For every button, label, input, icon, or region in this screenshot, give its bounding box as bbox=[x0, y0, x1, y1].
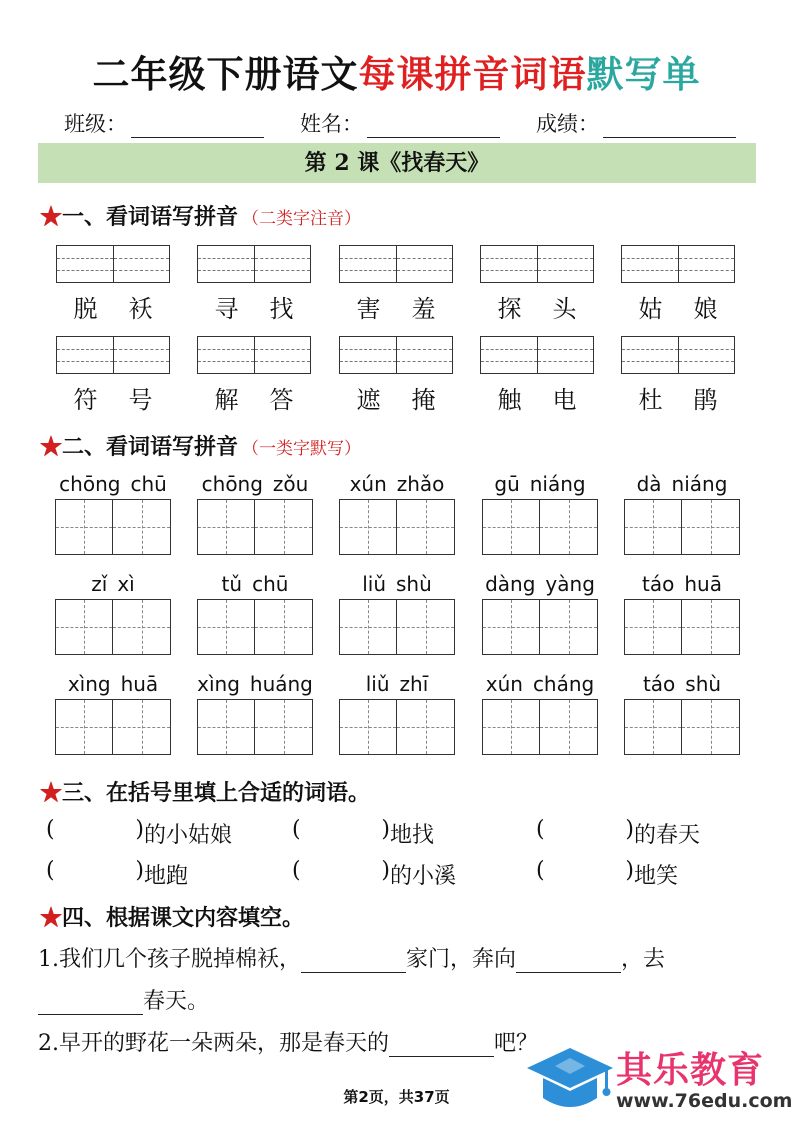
word-characters bbox=[56, 380, 170, 415]
tian-grid-pair bbox=[55, 599, 171, 655]
pinyin-label bbox=[197, 671, 313, 697]
tian-grid-cell[interactable] bbox=[540, 499, 598, 555]
q1-blank-1[interactable] bbox=[301, 949, 406, 973]
paren-left: ( bbox=[46, 858, 55, 883]
q2-text-a: 2.早开的野花一朵两朵，那是春天的 bbox=[38, 1031, 389, 1056]
pinyin-cell[interactable] bbox=[678, 246, 735, 282]
fill-text: 的小溪 bbox=[390, 864, 457, 889]
tian-grid-pair bbox=[624, 599, 740, 655]
page-number: 第2页，共37页 bbox=[343, 1088, 450, 1106]
character: 电 bbox=[552, 386, 577, 414]
tian-grid-cell[interactable] bbox=[482, 699, 540, 755]
pinyin-label bbox=[55, 671, 171, 697]
pinyin-syllable: xìng bbox=[67, 672, 111, 696]
tian-grid-cell[interactable] bbox=[482, 599, 540, 655]
pinyin-syllable: niáng bbox=[529, 472, 586, 496]
pinyin-syllable: zǐ bbox=[91, 572, 108, 596]
pinyin-write-box[interactable] bbox=[480, 336, 594, 374]
pinyin-item bbox=[197, 571, 313, 655]
score-field bbox=[536, 108, 736, 138]
tian-grid-pair bbox=[339, 599, 455, 655]
pinyin-cell[interactable] bbox=[254, 246, 311, 282]
star-icon: ★ bbox=[40, 905, 63, 931]
tian-grid-cell[interactable] bbox=[255, 499, 313, 555]
pinyin-item bbox=[339, 671, 455, 755]
pinyin-write-box[interactable] bbox=[197, 245, 311, 283]
word-characters bbox=[339, 289, 453, 324]
tian-grid-pair bbox=[197, 699, 313, 755]
paren-blank[interactable] bbox=[536, 817, 634, 842]
pinyin-cell[interactable] bbox=[254, 337, 311, 373]
tian-grid-cell[interactable] bbox=[55, 699, 113, 755]
fill-item bbox=[292, 817, 434, 849]
q1-text-d: 春天。 bbox=[143, 989, 210, 1014]
class-input-line[interactable] bbox=[131, 114, 264, 138]
tian-grid-cell[interactable] bbox=[540, 699, 598, 755]
word-characters bbox=[339, 380, 453, 415]
word-item bbox=[480, 245, 594, 324]
pinyin-syllable: liǔ bbox=[365, 672, 390, 696]
pinyin-item bbox=[482, 671, 598, 755]
pinyin-syllable: táo bbox=[642, 672, 676, 696]
q1-text-a: 1.我们几个孩子脱掉棉袄， bbox=[38, 947, 301, 972]
fill-item bbox=[292, 858, 456, 890]
tian-grid-cell[interactable] bbox=[197, 599, 255, 655]
pinyin-item bbox=[339, 571, 455, 655]
tian-grid-cell[interactable] bbox=[339, 499, 397, 555]
fill-text: 地找 bbox=[390, 823, 435, 848]
word-item bbox=[621, 336, 735, 415]
pinyin-cell[interactable] bbox=[113, 337, 170, 373]
character: 脱 bbox=[73, 295, 98, 323]
tian-grid-pair bbox=[624, 499, 740, 555]
character: 害 bbox=[356, 295, 381, 323]
pinyin-item bbox=[624, 571, 740, 655]
pinyin-label bbox=[55, 571, 171, 597]
character: 羞 bbox=[411, 295, 436, 323]
score-input-line[interactable] bbox=[603, 114, 736, 138]
pinyin-item bbox=[55, 671, 171, 755]
pinyin-label bbox=[339, 671, 455, 697]
pinyin-label bbox=[339, 571, 455, 597]
tian-grid-cell[interactable] bbox=[55, 599, 113, 655]
tian-grid-cell[interactable] bbox=[113, 499, 171, 555]
fill-item bbox=[46, 858, 188, 890]
pinyin-label bbox=[624, 671, 740, 697]
pinyin-syllable: dà bbox=[636, 472, 662, 496]
tian-grid-cell[interactable] bbox=[339, 699, 397, 755]
pinyin-label bbox=[55, 471, 171, 497]
word-item bbox=[480, 336, 594, 415]
section-2-heading: 二、看词语写拼音 bbox=[62, 434, 239, 460]
tian-grid-cell[interactable] bbox=[397, 499, 455, 555]
section-3-heading: 三、在括号里填上合适的词语。 bbox=[62, 780, 371, 806]
tian-grid-cell[interactable] bbox=[397, 599, 455, 655]
pinyin-syllable: huā bbox=[684, 572, 722, 596]
pinyin-item bbox=[197, 671, 313, 755]
tian-grid-cell[interactable] bbox=[540, 599, 598, 655]
pinyin-syllable: yàng bbox=[545, 572, 595, 596]
question-1-line-1 bbox=[38, 942, 665, 973]
pinyin-cell[interactable] bbox=[198, 246, 254, 282]
fill-text: 的小姑娘 bbox=[144, 823, 233, 848]
pinyin-item bbox=[482, 471, 598, 555]
pinyin-syllable: chū bbox=[130, 472, 167, 496]
pinyin-cell[interactable] bbox=[481, 246, 537, 282]
tian-grid-pair bbox=[55, 699, 171, 755]
pinyin-syllable: xìng bbox=[197, 672, 240, 696]
tian-grid-cell[interactable] bbox=[113, 599, 171, 655]
pinyin-write-box[interactable] bbox=[339, 336, 453, 374]
pinyin-syllable: liǔ bbox=[362, 572, 386, 596]
character: 触 bbox=[497, 386, 522, 414]
word-characters bbox=[197, 380, 311, 415]
pinyin-item bbox=[339, 471, 455, 555]
word-characters bbox=[197, 289, 311, 324]
character: 号 bbox=[128, 386, 153, 414]
fill-text: 地笑 bbox=[634, 864, 679, 889]
character: 掩 bbox=[411, 386, 436, 414]
fill-item bbox=[536, 817, 700, 849]
word-characters bbox=[480, 289, 594, 324]
character: 袄 bbox=[128, 295, 153, 323]
character: 符 bbox=[73, 386, 98, 414]
pinyin-syllable: niáng bbox=[671, 472, 728, 496]
logo-name: 其乐教育 bbox=[616, 1050, 765, 1091]
character: 杜 bbox=[638, 386, 663, 414]
pinyin-syllable: gū bbox=[494, 472, 520, 496]
character: 解 bbox=[214, 386, 239, 414]
paren-right: ) bbox=[135, 858, 144, 883]
paren-right: ) bbox=[625, 817, 634, 842]
pinyin-label bbox=[197, 471, 313, 497]
title-part-2: 每课拼音词语 bbox=[358, 52, 587, 96]
pinyin-label bbox=[482, 471, 598, 497]
tian-grid-pair bbox=[197, 499, 313, 555]
pinyin-syllable: zhī bbox=[399, 672, 429, 696]
pinyin-cell[interactable] bbox=[57, 337, 113, 373]
q1-blank-2[interactable] bbox=[516, 949, 621, 973]
pinyin-cell[interactable] bbox=[396, 337, 453, 373]
tian-grid-cell[interactable] bbox=[624, 499, 682, 555]
pinyin-cell[interactable] bbox=[678, 337, 735, 373]
pinyin-syllable: chōng bbox=[59, 472, 121, 496]
pinyin-cell[interactable] bbox=[622, 337, 678, 373]
pinyin-cell[interactable] bbox=[481, 337, 537, 373]
word-item bbox=[197, 245, 311, 324]
paren-left: ( bbox=[292, 817, 301, 842]
tian-grid-cell[interactable] bbox=[339, 599, 397, 655]
tian-grid-pair bbox=[339, 499, 455, 555]
section-2-note: （一类字默写） bbox=[242, 439, 362, 459]
tian-grid-cell[interactable] bbox=[55, 499, 113, 555]
paren-left: ( bbox=[536, 858, 545, 883]
pinyin-item bbox=[624, 471, 740, 555]
pinyin-syllable: shù bbox=[685, 672, 722, 696]
section-4-title bbox=[40, 901, 304, 932]
score-label: 成绩： bbox=[536, 112, 599, 136]
pinyin-cell[interactable] bbox=[537, 246, 594, 282]
word-item bbox=[197, 336, 311, 415]
character: 答 bbox=[269, 386, 294, 414]
star-icon: ★ bbox=[40, 434, 63, 460]
pinyin-syllable: táo bbox=[642, 572, 675, 596]
character: 姑 bbox=[638, 295, 663, 323]
tian-grid-cell[interactable] bbox=[197, 699, 255, 755]
pinyin-write-box[interactable] bbox=[621, 245, 735, 283]
paren-right: ) bbox=[135, 817, 144, 842]
paren-right: ) bbox=[625, 858, 634, 883]
graduation-cap-icon bbox=[525, 1040, 615, 1120]
pinyin-item bbox=[482, 571, 598, 655]
pinyin-write-box[interactable] bbox=[339, 245, 453, 283]
brand-logo bbox=[525, 1040, 793, 1120]
tian-grid-pair bbox=[197, 599, 313, 655]
pinyin-cell[interactable] bbox=[198, 337, 254, 373]
tian-grid-cell[interactable] bbox=[197, 499, 255, 555]
character: 鹃 bbox=[693, 386, 718, 414]
pinyin-cell[interactable] bbox=[622, 246, 678, 282]
tian-grid-cell[interactable] bbox=[397, 699, 455, 755]
page-title bbox=[0, 44, 793, 98]
section-3-title bbox=[40, 776, 370, 807]
pinyin-syllable: zǒu bbox=[272, 472, 309, 496]
pinyin-syllable: zhǎo bbox=[396, 472, 445, 496]
tian-grid-pair bbox=[482, 599, 598, 655]
pinyin-cell[interactable] bbox=[57, 246, 113, 282]
pinyin-label bbox=[482, 571, 598, 597]
pinyin-syllable: dàng bbox=[485, 572, 536, 596]
paren-right: ) bbox=[381, 858, 390, 883]
word-characters bbox=[480, 380, 594, 415]
question-1-line-2 bbox=[38, 984, 209, 1015]
pinyin-syllable: chū bbox=[252, 572, 289, 596]
word-item bbox=[56, 245, 170, 324]
pinyin-syllable: huā bbox=[120, 672, 159, 696]
fill-item bbox=[46, 817, 232, 849]
character: 头 bbox=[552, 295, 577, 323]
character: 寻 bbox=[214, 295, 239, 323]
lesson-title-bar: 第 2 课《找春天》 bbox=[38, 143, 756, 183]
character: 探 bbox=[497, 295, 522, 323]
star-icon: ★ bbox=[40, 204, 63, 230]
word-characters bbox=[621, 289, 735, 324]
section-1-heading: 一、看词语写拼音 bbox=[62, 204, 239, 230]
tian-grid-cell[interactable] bbox=[682, 599, 740, 655]
q2-blank-1[interactable] bbox=[389, 1033, 494, 1057]
section-4-heading: 四、根据课文内容填空。 bbox=[62, 905, 305, 931]
fill-text: 地跑 bbox=[144, 864, 189, 889]
section-1-note: （二类字注音） bbox=[242, 209, 362, 229]
fill-item bbox=[536, 858, 678, 890]
tian-grid-cell[interactable] bbox=[255, 699, 313, 755]
pinyin-syllable: xún bbox=[485, 672, 523, 696]
class-label: 班级： bbox=[64, 112, 127, 136]
word-item bbox=[56, 336, 170, 415]
pinyin-item bbox=[624, 671, 740, 755]
pinyin-cell[interactable] bbox=[340, 337, 396, 373]
tian-grid-pair bbox=[482, 699, 598, 755]
tian-grid-cell[interactable] bbox=[113, 699, 171, 755]
tian-grid-cell[interactable] bbox=[682, 699, 740, 755]
tian-grid-pair bbox=[339, 699, 455, 755]
paren-blank[interactable] bbox=[292, 858, 390, 883]
tian-grid-cell[interactable] bbox=[624, 599, 682, 655]
pinyin-label bbox=[482, 671, 598, 697]
pinyin-syllable: tǔ bbox=[221, 572, 243, 596]
q1-text-c: ，去 bbox=[621, 947, 666, 972]
word-item bbox=[339, 245, 453, 324]
pinyin-syllable: cháng bbox=[532, 672, 595, 696]
tian-grid-cell[interactable] bbox=[255, 599, 313, 655]
pinyin-item bbox=[197, 471, 313, 555]
pinyin-item bbox=[55, 571, 171, 655]
tian-grid-pair bbox=[482, 499, 598, 555]
pinyin-write-box[interactable] bbox=[56, 336, 170, 374]
name-field bbox=[300, 108, 500, 138]
pinyin-syllable: chōng bbox=[201, 472, 263, 496]
q2-text-b: 吧？ bbox=[494, 1031, 539, 1056]
word-characters bbox=[56, 289, 170, 324]
pinyin-write-box[interactable] bbox=[56, 245, 170, 283]
pinyin-label bbox=[624, 571, 740, 597]
q1-text-b: 家门，奔向 bbox=[406, 947, 517, 972]
logo-url: www.76edu.com bbox=[616, 1090, 793, 1112]
title-part-3: 默写单 bbox=[586, 52, 701, 96]
pinyin-syllable: xì bbox=[117, 572, 135, 596]
tian-grid-pair bbox=[55, 499, 171, 555]
pinyin-cell[interactable] bbox=[113, 246, 170, 282]
pinyin-label bbox=[624, 471, 740, 497]
character: 找 bbox=[269, 295, 294, 323]
pinyin-write-box[interactable] bbox=[197, 336, 311, 374]
paren-right: ) bbox=[381, 817, 390, 842]
pinyin-write-box[interactable] bbox=[621, 336, 735, 374]
pinyin-label bbox=[197, 571, 313, 597]
pinyin-cell[interactable] bbox=[396, 246, 453, 282]
pinyin-syllable: xún bbox=[349, 472, 387, 496]
paren-left: ( bbox=[292, 858, 301, 883]
word-item bbox=[339, 336, 453, 415]
question-2-line bbox=[38, 1026, 538, 1057]
tian-grid-cell[interactable] bbox=[482, 499, 540, 555]
q1-blank-3[interactable] bbox=[38, 991, 143, 1015]
word-characters bbox=[621, 380, 735, 415]
class-field bbox=[64, 108, 264, 138]
paren-left: ( bbox=[46, 817, 55, 842]
section-2-title bbox=[40, 430, 361, 461]
paren-blank[interactable] bbox=[292, 817, 390, 842]
pinyin-write-box[interactable] bbox=[480, 245, 594, 283]
pinyin-syllable: shù bbox=[396, 572, 432, 596]
tian-grid-pair bbox=[624, 699, 740, 755]
section-1-title bbox=[40, 200, 361, 231]
pinyin-cell[interactable] bbox=[340, 246, 396, 282]
character: 遮 bbox=[356, 386, 381, 414]
name-label: 姓名： bbox=[300, 112, 363, 136]
paren-left: ( bbox=[536, 817, 545, 842]
title-part-1: 二年级下册语文 bbox=[92, 52, 359, 96]
name-input-line[interactable] bbox=[367, 114, 500, 138]
fill-text: 的春天 bbox=[634, 823, 701, 848]
character: 娘 bbox=[693, 295, 718, 323]
tian-grid-cell[interactable] bbox=[682, 499, 740, 555]
pinyin-syllable: huáng bbox=[249, 672, 313, 696]
paren-blank[interactable] bbox=[536, 858, 634, 883]
star-icon: ★ bbox=[40, 780, 63, 806]
paren-blank[interactable] bbox=[46, 817, 144, 842]
pinyin-label bbox=[339, 471, 455, 497]
tian-grid-cell[interactable] bbox=[624, 699, 682, 755]
paren-blank[interactable] bbox=[46, 858, 144, 883]
word-item bbox=[621, 245, 735, 324]
pinyin-item bbox=[55, 471, 171, 555]
pinyin-cell[interactable] bbox=[537, 337, 594, 373]
